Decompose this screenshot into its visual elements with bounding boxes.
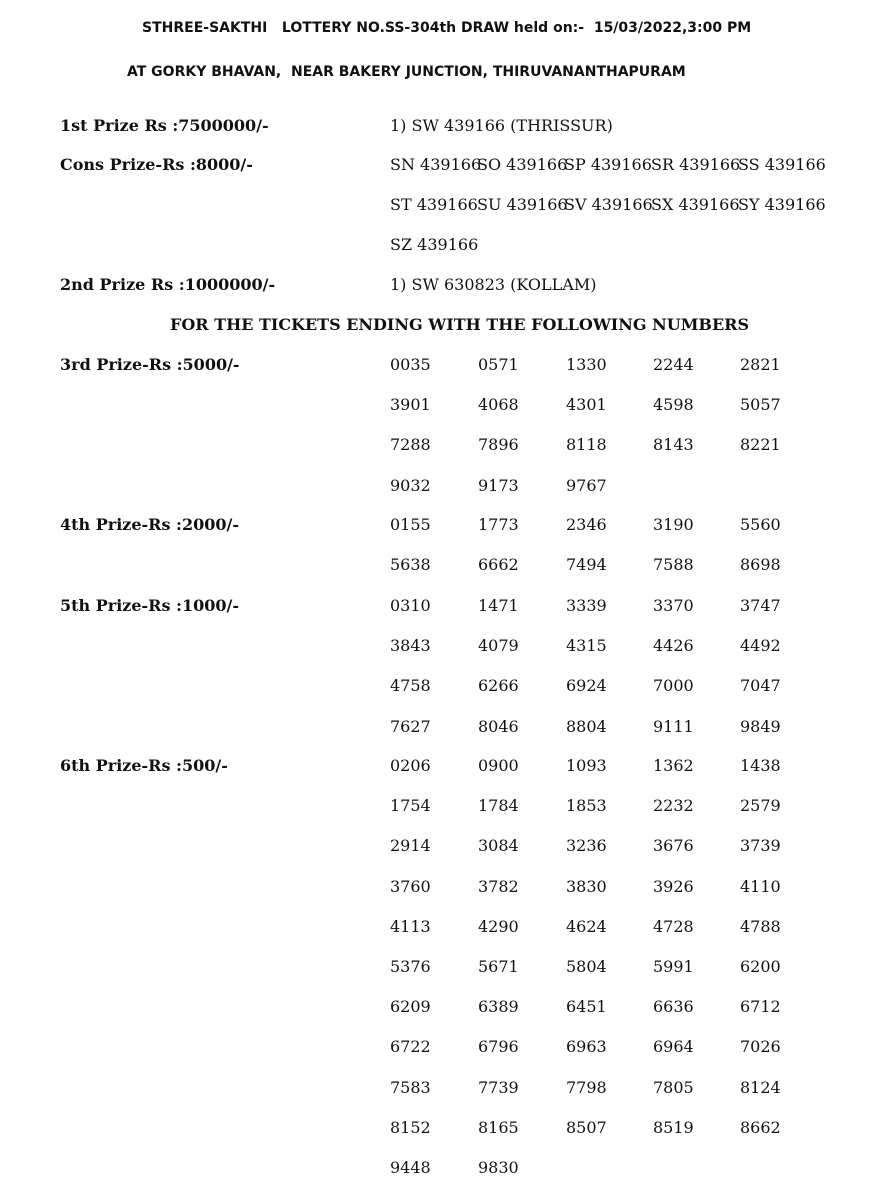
- ticket-ending-number: 4598: [653, 395, 694, 415]
- ticket-ending-number: 9767: [566, 475, 607, 495]
- ticket-ending-number: 3084: [478, 836, 519, 856]
- ticket-ending-number: 2821: [740, 355, 781, 374]
- ticket-ending-number: 8662: [740, 1117, 781, 1137]
- ticket-ending-number: 3190: [653, 515, 694, 534]
- ticket-ending-number: 4492: [740, 636, 781, 656]
- ticket-ending-number: 4290: [478, 916, 519, 936]
- ticket-ending-number: 4113: [390, 916, 431, 936]
- fifth-prize-numbers: [390, 596, 827, 757]
- ticket-ending-number: 3747: [740, 596, 781, 615]
- ticket-ending-number: 4079: [478, 636, 519, 656]
- ticket-ending-number: 1330: [566, 355, 607, 374]
- ticket-ending-number: 1471: [478, 596, 519, 615]
- ticket-ending-number: 4758: [390, 676, 431, 696]
- cons-prize-label: Cons Prize-Rs :8000/-: [60, 155, 253, 174]
- ticket-ending-number: 7047: [740, 676, 781, 696]
- ticket-ending-number: 7000: [653, 676, 694, 696]
- ticket-ending-number: 7494: [566, 555, 607, 575]
- ticket-ending-number: 1438: [740, 756, 781, 775]
- ticket-ending-number: 5671: [478, 956, 519, 976]
- ticket-ending-number: 8124: [740, 1077, 781, 1097]
- ticket-ending-number: 3830: [566, 876, 607, 896]
- ticket-ending-number: 4426: [653, 636, 694, 656]
- ticket-ending-number: 6451: [566, 997, 607, 1017]
- third-prize-label: 3rd Prize-Rs :5000/-: [60, 355, 240, 374]
- ticket-ending-number: 8046: [478, 716, 519, 736]
- ticket-ending-number: 4110: [740, 876, 781, 896]
- sixth-prize-numbers: [390, 756, 827, 1198]
- second-prize-label: 2nd Prize Rs :1000000/-: [60, 275, 276, 294]
- ticket-ending-number: 3926: [653, 876, 694, 896]
- ticket-ending-number: 9032: [390, 475, 431, 495]
- ticket-ending-number: 0035: [390, 355, 431, 374]
- first-prize-winner: 1) SW 439166 (THRISSUR): [390, 116, 613, 135]
- cons-ticket: SU 439166: [477, 195, 568, 214]
- ticket-ending-number: 5804: [566, 956, 607, 976]
- fifth-prize-label: 5th Prize-Rs :1000/-: [60, 596, 239, 615]
- third-prize-numbers: [390, 355, 827, 516]
- cons-ticket: ST 439166: [390, 195, 478, 214]
- ticket-ending-number: 7026: [740, 1037, 781, 1057]
- cons-ticket: SR 439166: [651, 155, 741, 174]
- ticket-ending-number: 6266: [478, 676, 519, 696]
- ticket-ending-number: 1754: [390, 796, 431, 816]
- ticket-ending-number: 6209: [390, 997, 431, 1017]
- ticket-ending-number: 2244: [653, 355, 694, 374]
- ticket-ending-number: 5560: [740, 515, 781, 534]
- ticket-ending-number: 3843: [390, 636, 431, 656]
- ticket-ending-number: 1773: [478, 515, 519, 534]
- ticket-ending-number: 8152: [390, 1117, 431, 1137]
- cons-ticket: SV 439166: [564, 195, 653, 214]
- ticket-ending-number: 0571: [478, 355, 519, 374]
- ticket-ending-number: 7627: [390, 716, 431, 736]
- ticket-ending-number: 8118: [566, 435, 607, 455]
- ticket-ending-number: 1784: [478, 796, 519, 816]
- fourth-prize-label: 4th Prize-Rs :2000/-: [60, 515, 239, 534]
- ticket-ending-number: 7739: [478, 1077, 519, 1097]
- ticket-ending-number: 1362: [653, 756, 694, 775]
- ticket-ending-number: 6964: [653, 1037, 694, 1057]
- ticket-ending-number: 7588: [653, 555, 694, 575]
- ticket-ending-number: 2914: [390, 836, 431, 856]
- ticket-ending-number: 8804: [566, 716, 607, 736]
- cons-prize-tickets: [390, 155, 825, 275]
- ticket-ending-number: 3760: [390, 876, 431, 896]
- ticket-ending-number: 6636: [653, 997, 694, 1017]
- ticket-ending-number: 0310: [390, 596, 431, 615]
- ticket-ending-number: 4301: [566, 395, 607, 415]
- ticket-ending-number: 0155: [390, 515, 431, 534]
- ticket-ending-number: 6389: [478, 997, 519, 1017]
- ticket-ending-number: 3236: [566, 836, 607, 856]
- ticket-ending-number: 8698: [740, 555, 781, 575]
- ticket-ending-number: 4788: [740, 916, 781, 936]
- ticket-ending-number: 2346: [566, 515, 607, 534]
- ticket-ending-number: 3339: [566, 596, 607, 615]
- ticket-ending-number: 0206: [390, 756, 431, 775]
- ticket-ending-number: 8221: [740, 435, 781, 455]
- ticket-ending-number: 1853: [566, 796, 607, 816]
- ticket-ending-number: 4624: [566, 916, 607, 936]
- ticket-ending-number: 6712: [740, 997, 781, 1017]
- ticket-ending-number: 4728: [653, 916, 694, 936]
- draw-venue: AT GORKY BHAVAN, NEAR BAKERY JUNCTION, THIRUVANANTHAPURAM: [127, 64, 686, 80]
- cons-ticket: SO 439166: [477, 155, 568, 174]
- ticket-ending-number: 6662: [478, 555, 519, 575]
- ticket-ending-number: 9173: [478, 475, 519, 495]
- ticket-ending-number: 3676: [653, 836, 694, 856]
- ticket-ending-number: 2232: [653, 796, 694, 816]
- cons-ticket: SN 439166: [390, 155, 482, 174]
- ticket-ending-number: 0900: [478, 756, 519, 775]
- ticket-ending-number: 6796: [478, 1037, 519, 1057]
- ticket-ending-number: 6924: [566, 676, 607, 696]
- ticket-ending-number: 7288: [390, 435, 431, 455]
- ticket-ending-number: 9830: [478, 1157, 519, 1177]
- ticket-ending-number: 8165: [478, 1117, 519, 1137]
- cons-ticket: SP 439166: [564, 155, 652, 174]
- ticket-ending-number: 3739: [740, 836, 781, 856]
- ticket-ending-number: 6963: [566, 1037, 607, 1057]
- cons-ticket: SX 439166: [651, 195, 740, 214]
- ticket-ending-number: 3370: [653, 596, 694, 615]
- first-prize-label: 1st Prize Rs :7500000/-: [60, 116, 269, 135]
- ticket-ending-number: 4315: [566, 636, 607, 656]
- ticket-ending-number: 5991: [653, 956, 694, 976]
- ticket-ending-number: 7896: [478, 435, 519, 455]
- ticket-ending-number: 5057: [740, 395, 781, 415]
- ticket-ending-number: 7805: [653, 1077, 694, 1097]
- ticket-ending-number: 2579: [740, 796, 781, 816]
- ending-numbers-heading: FOR THE TICKETS ENDING WITH THE FOLLOWING NUMBERS: [170, 315, 749, 334]
- ticket-ending-number: 3782: [478, 876, 519, 896]
- ticket-ending-number: 8519: [653, 1117, 694, 1137]
- second-prize-winner: 1) SW 630823 (KOLLAM): [390, 275, 597, 294]
- ticket-ending-number: 1093: [566, 756, 607, 775]
- ticket-ending-number: 5376: [390, 956, 431, 976]
- ticket-ending-number: 8143: [653, 435, 694, 455]
- ticket-ending-number: 9448: [390, 1157, 431, 1177]
- ticket-ending-number: 5638: [390, 555, 431, 575]
- ticket-ending-number: 6722: [390, 1037, 431, 1057]
- ticket-ending-number: 3901: [390, 395, 431, 415]
- cons-ticket: SZ 439166: [390, 235, 479, 254]
- ticket-ending-number: 7583: [390, 1077, 431, 1097]
- ticket-ending-number: 7798: [566, 1077, 607, 1097]
- draw-title: STHREE-SAKTHI LOTTERY NO.SS-304th DRAW held on:- 15/03/2022,3:00 PM: [142, 20, 752, 36]
- ticket-ending-number: 6200: [740, 956, 781, 976]
- cons-ticket: SS 439166: [738, 155, 826, 174]
- ticket-ending-number: 9111: [653, 716, 694, 736]
- fourth-prize-numbers: [390, 515, 827, 595]
- ticket-ending-number: 9849: [740, 716, 781, 736]
- cons-ticket: SY 439166: [738, 195, 826, 214]
- sixth-prize-label: 6th Prize-Rs :500/-: [60, 756, 228, 775]
- ticket-ending-number: 8507: [566, 1117, 607, 1137]
- ticket-ending-number: 4068: [478, 395, 519, 415]
